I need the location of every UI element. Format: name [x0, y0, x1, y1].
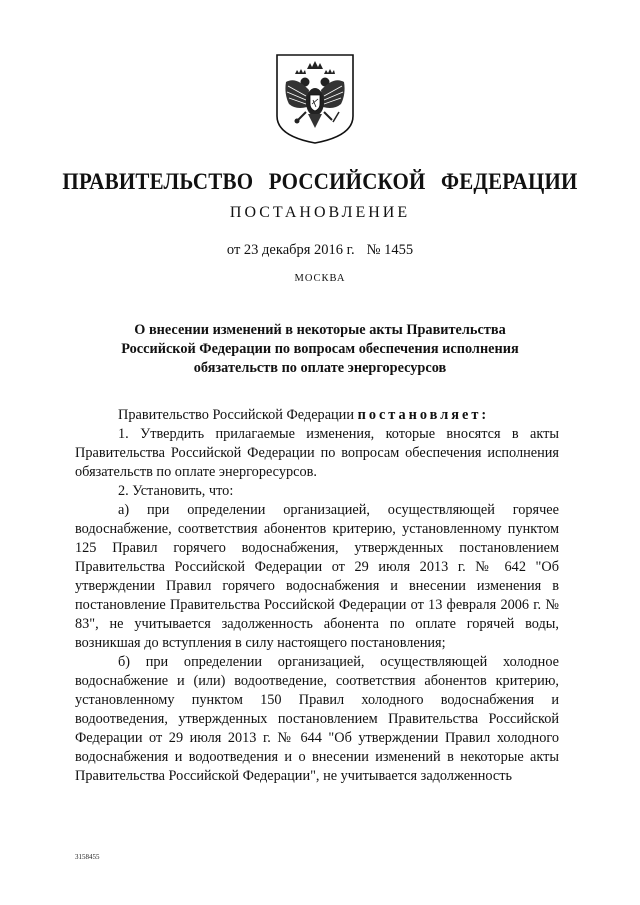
paragraph-1: 1. Утвердить прилагаемые изменения, которые вносятся в акты Правительства Российской Федерации по вопросам обеспечения исполнения обязательств по оплате энергоресурсов.: [75, 426, 559, 480]
document-type: ПОСТАНОВЛЕНИЕ: [229, 204, 411, 221]
preamble-verb: постановляет:: [357, 407, 490, 423]
document-number: № 1455: [366, 242, 414, 258]
paragraph-2b: б) при определении организацией, осуществляющей холодное водоснабжение и (или) водоотведение, соответствия абонентов критерию, установленному пунктом 150 Правил холодного водоснабжения и водоотведения, утвержденных постановлением Правительства Российской Федерации от 29 июля 2013 г. № 644 "Об утверждении Правил холодного водоснабжения и водоотведения и о внесении изменений в некоторые акты Правительства Российской Федерации", не учитывается задолженность: [75, 654, 559, 784]
paragraph-2: 2. Установить, что:: [118, 483, 234, 499]
preamble-text: Правительство Российской Федерации: [118, 407, 358, 423]
preamble: [75, 406, 559, 425]
date-number-line: [0, 242, 640, 259]
government-title: ПРАВИТЕЛЬСТВО РОССИЙСКОЙ ФЕДЕРАЦИИ: [62, 167, 578, 195]
coat-of-arms-of-russia-icon: [274, 52, 356, 146]
document-body: [75, 406, 559, 786]
paragraph-2a: а) при определении организацией, осуществляющей горячее водоснабжение, соответствия абонентов критерию, установленному пунктом 125 Правил горячего водоснабжения, утвержденных постановлением Правительства Российской Федерации от 29 июля 2013 г. № 642 "Об утверждении Правил горячего водоснабжения и внесении изменения в постановление Правительства Российской Федерации от 13 февраля 2006 г. № 83", не учитывается задолженность абонента по оплате горячей воды, возникшая до вступления в силу настоящего постановления;: [75, 502, 559, 651]
document-subject: О внесении изменений в некоторые акты Правительства Российской Федерации по вопросам обеспечения исполнения обязательств по оплате энергоресурсов: [121, 322, 519, 376]
document-date: от 23 декабря 2016 г.: [226, 242, 355, 258]
city: МОСКВА: [294, 273, 346, 284]
document-id: 3158455: [75, 853, 100, 861]
